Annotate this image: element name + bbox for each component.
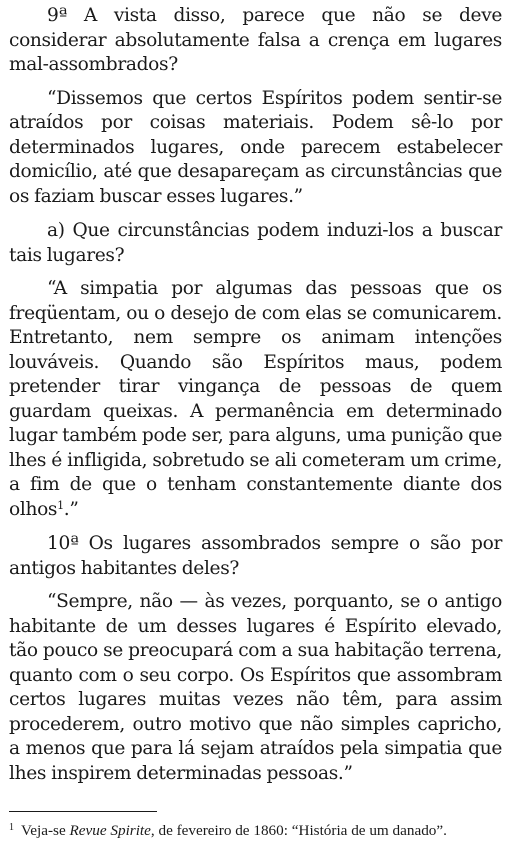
question-9a-text: a) Que circunstâncias podem induzi-los a buscar tais lugares? [9, 220, 502, 266]
answer-9-text: “Dissemos que certos Espíritos podem sentir-se atraídos por coisas materiais. Podem sê-lo por determinados lugares, onde parecem estabelecer domicílio, até que desapareçam as circunstâncias que os faziam buscar esses lugares.” [9, 87, 502, 207]
answer-paragraph-9 [9, 87, 502, 210]
question-paragraph-10 [9, 532, 502, 581]
footnote-suffix: , de fevereiro de 1860: “História de um danado”. [150, 822, 447, 839]
answer-9a-text: “A simpatia por algumas das pessoas que os freqüentam, ou o desejo de com elas se comunicarem. Entretanto, nem sempre os animam intenções louváveis. Quando são Espíritos maus, podem pretender tirar vingança de pessoas de quem guardam queixas. A permanência em determinado lugar também pode ser, para alguns, uma punição que lhes é infligida, sobretudo se ali cometeram um crime, a fim de que o tenham constantemente diante dos olhos [9, 278, 502, 520]
answer-9a-closing: .” [63, 498, 79, 520]
question-paragraph-9 [9, 4, 502, 78]
footnote-reference[interactable]: 1 [57, 498, 64, 512]
question-9-text: 9ª A vista disso, parece que não se deve considerar absolutamente falsa a crença em lugares mal-assombrados? [9, 5, 502, 75]
footnote-divider [9, 811, 157, 812]
footnote-prefix: Veja-se [21, 822, 70, 839]
footnote-number: 1 [9, 822, 14, 833]
footnote [9, 822, 502, 840]
document-page [9, 4, 502, 796]
footnote-title: Revue Spirite [69, 822, 151, 839]
answer-paragraph-9a [9, 277, 502, 522]
answer-10-text: “Sempre, não — às vezes, porquanto, se o antigo habitante de um desses lugares é Espírito elevado, tão pouco se preocupará com a sua habitação terrena, quanto com o seu corpo. Os Espíritos que assombram certos lugares muitas vezes não têm, para assim procederem, outro motivo que não simples capricho, a menos que para lá sejam atraídos pela simpatia que lhes inspirem determinadas pessoas.” [9, 591, 502, 784]
question-10-text: 10ª Os lugares assombrados sempre o são por antigos habitantes deles? [9, 533, 502, 579]
question-paragraph-9a [9, 219, 502, 268]
answer-paragraph-10 [9, 590, 502, 786]
